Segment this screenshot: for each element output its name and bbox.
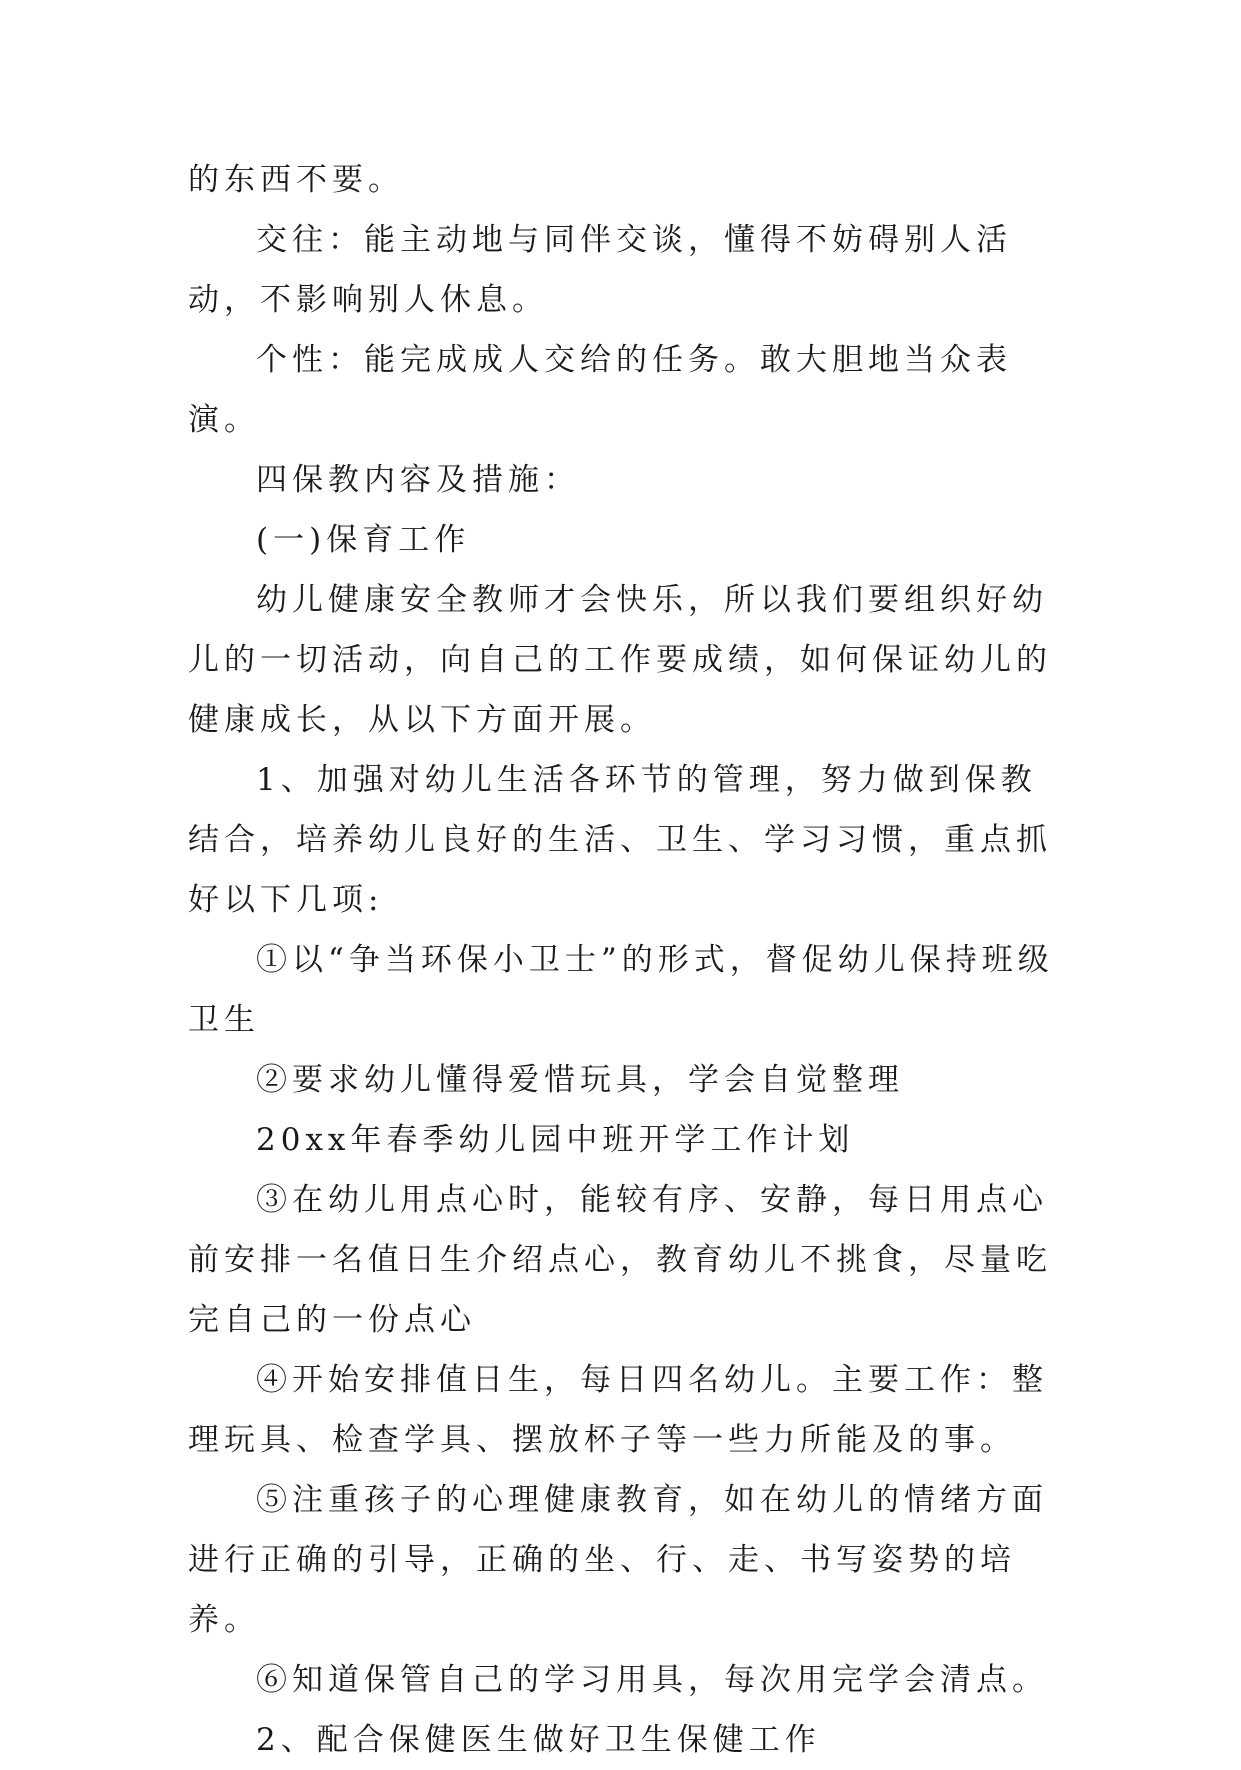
subsection-heading-care-work: (一)保育工作: [256, 522, 471, 558]
body-text: [188, 150, 1058, 1770]
paragraph-health-safety: 幼儿健康安全教师才会快乐，所以我们要组织好幼儿的一切活动，向自己的工作要成绩，如何保证幼儿的健康成长，从以下方面开展。: [188, 582, 1052, 738]
list-item-1: ①以“争当环保小卫士”的形式，督促幼儿保持班级卫生: [188, 942, 1054, 1038]
list-item-4: ④开始安排值日生，每日四名幼儿。主要工作：整理玩具、检查学具、摆放杯子等一些力所能及的事。: [188, 1362, 1048, 1458]
paragraph-item-1: 1、加强对幼儿生活各环节的管理，努力做到保教结合，培养幼儿良好的生活、卫生、学习习惯，重点抓好以下几项:: [188, 762, 1052, 918]
list-item-3: ③在幼儿用点心时，能较有序、安静，每日用点心前安排一名值日生介绍点心，教育幼儿不挑食，尽量吃完自己的一份点心: [188, 1182, 1052, 1338]
list-item-5: ⑤注重孩子的心理健康教育，如在幼儿的情绪方面进行正确的引导，正确的坐、行、走、书写姿势的培养。: [188, 1482, 1048, 1638]
paragraph-continuation: 的东西不要。: [188, 162, 404, 198]
paragraph-item-2: 2、配合保健医生做好卫生保健工作: [256, 1722, 821, 1758]
list-item-6: ⑥知道保管自己的学习用具，每次用完学会清点。: [256, 1662, 1048, 1698]
list-item-2: ②要求幼儿懂得爱惜玩具，学会自觉整理: [256, 1062, 904, 1098]
inline-title: 20xx年春季幼儿园中班开学工作计划: [256, 1122, 855, 1158]
paragraph-personality: 个性：能完成成人交给的任务。敢大胆地当众表演。: [188, 342, 1012, 438]
section-heading-content-measures: 四保教内容及措施：: [256, 462, 580, 498]
paragraph-communication: 交往：能主动地与同伴交谈，懂得不妨碍别人活动，不影响别人休息。: [188, 222, 1012, 318]
